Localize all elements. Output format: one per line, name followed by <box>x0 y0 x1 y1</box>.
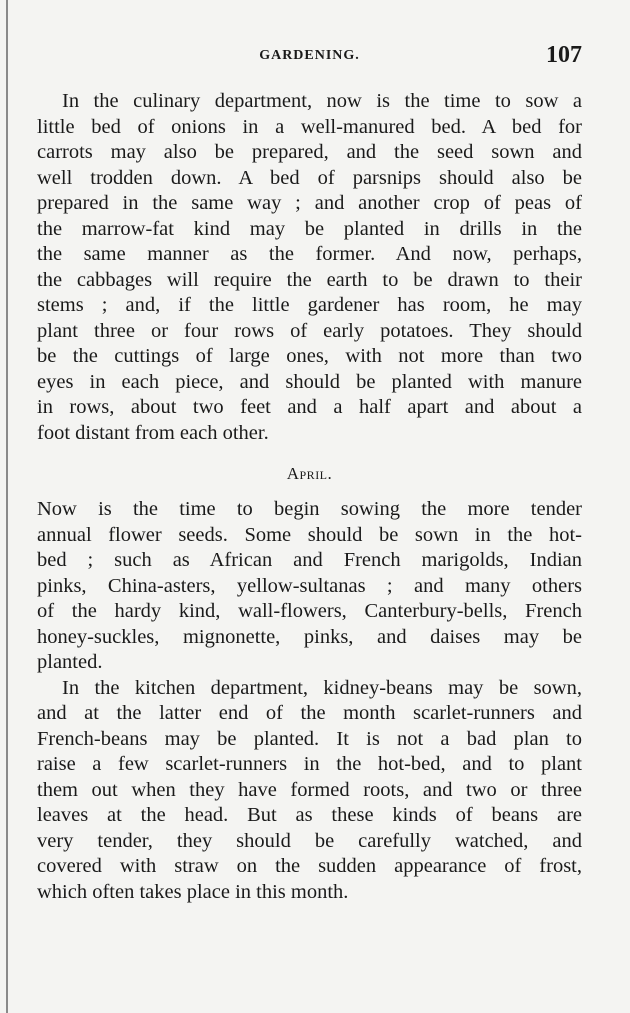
page-header <box>37 44 582 74</box>
text-line: foot distant from each other. <box>37 421 269 444</box>
text-line: carrots may also be prepared, and the seed sown and <box>37 141 582 163</box>
text-line: In the kitchen department, kidney-beans may be sown, <box>62 676 582 699</box>
paragraph-flowers <box>37 497 582 905</box>
text-line: leaves at the head. But as these kinds of beans are <box>37 804 582 826</box>
text-line: In the culinary department, now is the time to sow a <box>62 90 582 112</box>
text-line: prepared in the same way ; and another crop of peas of <box>37 192 582 214</box>
text-line: very tender, they should be carefully watched, and <box>37 829 582 852</box>
text-line: well trodden down. A bed of parsnips should also be <box>37 166 582 189</box>
text-line: covered with straw on the sudden appearance of frost, <box>37 855 582 877</box>
text-line: which often takes place in this month. <box>37 880 349 903</box>
text-line: in rows, about two feet and a half apart and about a <box>37 396 582 418</box>
text-line: the cabbages will require the earth to be drawn to their <box>37 268 582 291</box>
text-line: French-beans may be planted. It is not a bad plan to <box>37 727 582 750</box>
text-line: honey-suckles, mignonette, pinks, and daises may be <box>37 625 582 648</box>
text-line: raise a few scarlet-runners in the hot-bed, and to plant <box>37 753 582 775</box>
text-line: annual flower seeds. Some should be sown in the hot- <box>37 523 582 546</box>
text-line: them out when they have formed roots, and two or three <box>37 778 582 801</box>
running-title: GARDENING. <box>259 48 360 63</box>
page-edge <box>6 0 8 1013</box>
text-line: and at the latter end of the month scarlet-runners and <box>37 702 582 724</box>
text-line: plant three or four rows of early potatoes. They should <box>37 319 582 342</box>
text-line: eyes in each piece, and should be planted with manure <box>37 370 582 393</box>
text-line: the marrow-fat kind may be planted in drills in the <box>37 217 582 240</box>
text-line: bed ; such as African and French marigolds, Indian <box>37 549 582 571</box>
text-line: stems ; and, if the little gardener has room, he may <box>37 294 582 316</box>
text-line: the same manner as the former. And now, perhaps, <box>37 243 582 265</box>
paragraph-culinary <box>37 89 582 446</box>
text-line: pinks, China-asters, yellow-sultanas ; and many others <box>37 574 582 597</box>
text-line: planted. <box>37 651 103 673</box>
section-heading-april: April. <box>286 464 333 483</box>
text-line: little bed of onions in a well-manured bed. A bed for <box>37 115 582 138</box>
page-number: 107 <box>546 42 582 68</box>
text-line: Now is the time to begin sowing the more tender <box>37 498 582 520</box>
text-line: of the hardy kind, wall-flowers, Canterbury-bells, French <box>37 600 582 622</box>
text-line: be the cuttings of large ones, with not more than two <box>37 345 582 367</box>
